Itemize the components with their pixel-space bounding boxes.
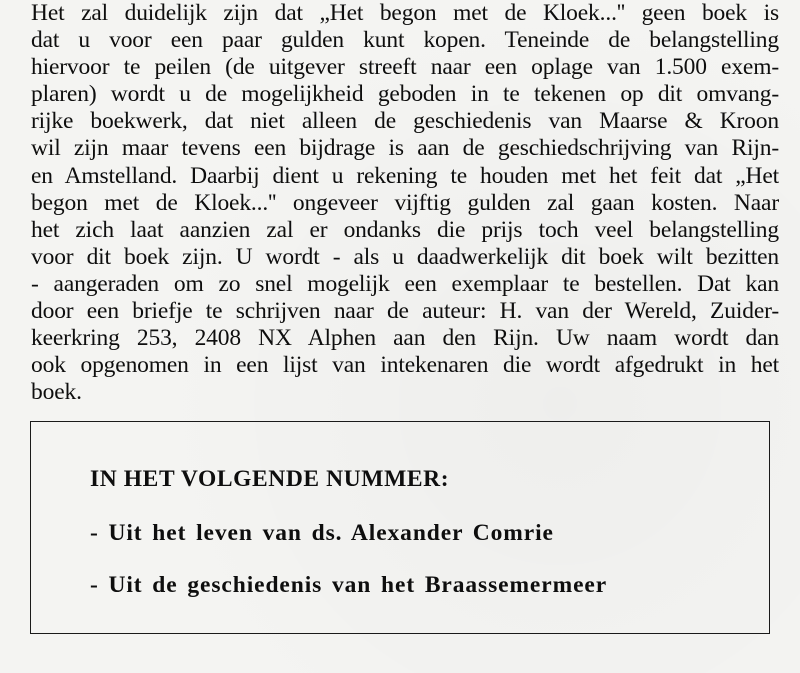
article-line: dat u voor een paar gulden kunt kopen. Teneinde de belangstelling <box>31 27 779 54</box>
article-line: keerkring 253, 2408 NX Alphen aan den Rijn. Uw naam wordt dan <box>31 325 779 352</box>
article-line: plaren) wordt u de mogelijkheid geboden in te tekenen op dit omvang- <box>31 81 779 108</box>
article-line: voor dit boek zijn. U wordt - als u daadwerkelijk dit boek wilt bezitten <box>31 243 779 270</box>
next-issue-item: - Uit het leven van ds. Alexander Comrie <box>90 520 554 546</box>
next-issue-heading: IN HET VOLGENDE NUMMER: <box>90 466 450 492</box>
article-line: het zich laat aanzien zal er ondanks die prijs toch veel belangstelling <box>31 216 779 243</box>
article-line: Het zal duidelijk zijn dat „Het begon met de Kloek...'' geen boek is <box>31 0 779 26</box>
article-line: begon met de Kloek...'' ongeveer vijftig gulden zal gaan kosten. Naar <box>31 189 779 216</box>
article-line: hiervoor te peilen (de uitgever streeft naar een oplage van 1.500 exem- <box>31 54 779 81</box>
article-line: boek. <box>31 379 82 406</box>
article-line: - aangeraden om zo snel mogelijk een exemplaar te bestellen. Dat kan <box>31 270 779 297</box>
article-line: ook opgenomen in een lijst van intekenaren die wordt afgedrukt in het <box>31 352 779 379</box>
article-body <box>31 0 779 406</box>
article-line: door een briefje te schrijven naar de auteur: H. van der Wereld, Zuider- <box>31 298 779 325</box>
next-issue-item: - Uit de geschiedenis van het Braassemermeer <box>90 572 608 598</box>
article-line: wil zijn maar tevens een bijdrage is aan de geschiedschrijving van Rijn- <box>31 135 779 162</box>
next-issue-box <box>30 421 770 634</box>
article-line: rijke boekwerk, dat niet alleen de geschiedenis van Maarse & Kroon <box>31 108 779 135</box>
article-line: en Amstelland. Daarbij dient u rekening te houden met het feit dat „Het <box>31 162 779 189</box>
